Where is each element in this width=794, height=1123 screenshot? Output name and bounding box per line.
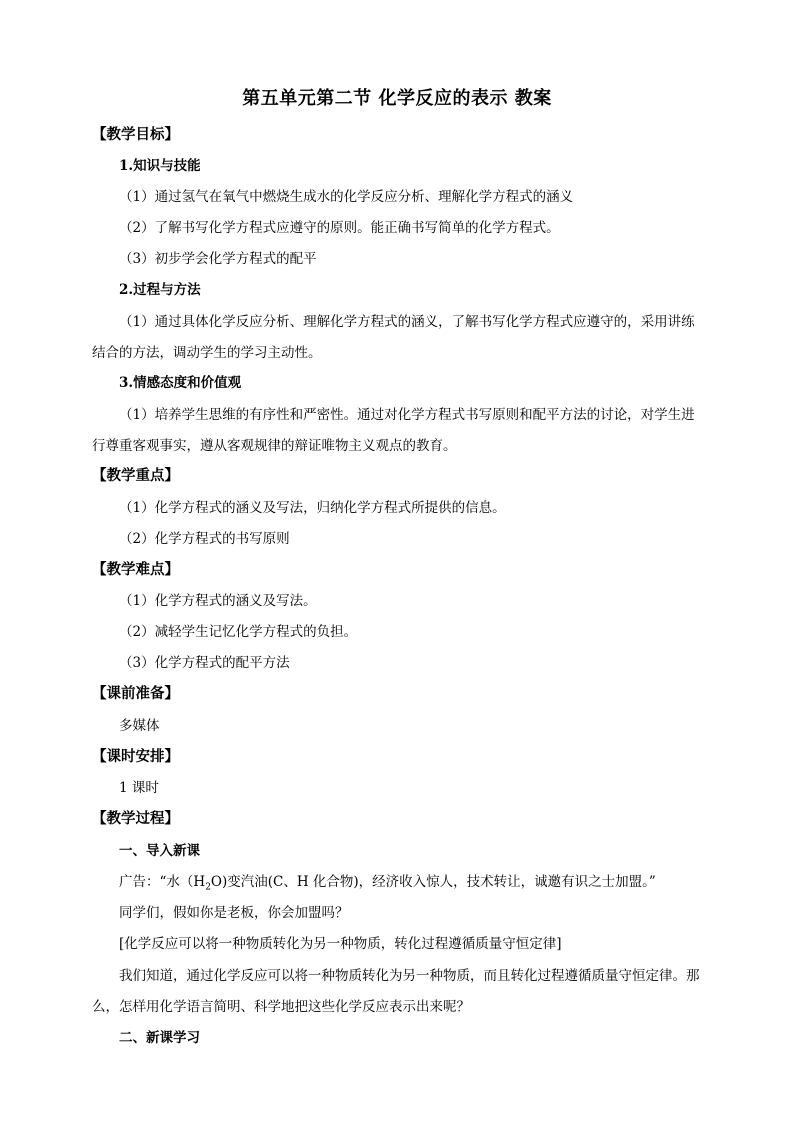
heading-key-points: 【教学重点】 bbox=[92, 467, 179, 484]
document-title: 第五单元第二节 化学反应的表示 教案 bbox=[242, 88, 552, 109]
process-question: 同学们，假如你是老板，你会加盟吗？ bbox=[119, 905, 349, 921]
ad-suffix: O)变汽油(C、H 化合物)，经济收入惊人，技术转让，诚邀有识之士加盟。” bbox=[210, 874, 656, 890]
heading-teaching-goals: 【教学目标】 bbox=[92, 126, 179, 143]
process-explain: 我们知道，通过化学反应可以将一种物质转化为另一种物质，而且转化过程遵循质量守恒定律。那么，怎样用化学语言简明、科学地把这些化学反应表示出来呢？ bbox=[92, 968, 700, 1015]
goals-knowledge-title: 1.知识与技能 bbox=[119, 158, 201, 174]
goals-attitude-title: 3.情感态度和价值观 bbox=[119, 375, 242, 391]
process-bracket-note: [化学反应可以将一种物质转化为另一种物质，转化过程遵循质量守恒定律] bbox=[119, 936, 562, 952]
goals-process-title: 2.过程与方法 bbox=[119, 282, 201, 298]
goals-knowledge-item-1: （1）通过氢气在氧气中燃烧生成水的化学反应分析、理解化学方程式的涵义 bbox=[119, 189, 574, 205]
heading-schedule: 【课时安排】 bbox=[92, 748, 179, 765]
heading-difficulties: 【教学难点】 bbox=[92, 561, 179, 578]
key-point-item-1: （1）化学方程式的涵义及写法，归纳化学方程式所提供的信息。 bbox=[119, 500, 506, 516]
heading-preparation: 【课前准备】 bbox=[92, 685, 179, 702]
difficulty-item-2: （2）减轻学生记忆化学方程式的负担。 bbox=[119, 624, 358, 640]
goals-attitude-text: （1）培养学生思维的有序性和严密性。通过对化学方程式书写原则和配平方法的讨论，对学生进行尊重客观事实，遵从客观规律的辩证唯物主义观点的教育。 bbox=[92, 407, 695, 454]
difficulty-item-1: （1）化学方程式的涵义及写法。 bbox=[119, 593, 317, 609]
schedule-text: 1 课时 bbox=[119, 780, 159, 796]
goals-process-text: （1）通过具体化学反应分析、理解化学方程式的涵义，了解书写化学方程式应遵守的，采用讲练结合的方法，调动学生的学习主动性。 bbox=[92, 314, 695, 361]
heading-process: 【教学过程】 bbox=[92, 810, 179, 827]
goals-knowledge-item-2: （2）了解书写化学方程式应遵守的原则。能正确书写简单的化学方程式。 bbox=[119, 220, 560, 236]
process-advertisement bbox=[119, 873, 656, 891]
ad-prefix: 广告：“水（H bbox=[119, 874, 206, 890]
process-part2-title: 二、新课学习 bbox=[119, 1030, 200, 1046]
process-part1-title: 一、导入新课 bbox=[119, 843, 200, 859]
ad-subscript: 2 bbox=[205, 882, 211, 893]
key-point-item-2: （2）化学方程式的书写原则 bbox=[119, 531, 290, 547]
preparation-text: 多媒体 bbox=[119, 718, 160, 734]
difficulty-item-3: （3）化学方程式的配平方法 bbox=[119, 655, 290, 671]
goals-knowledge-item-3: （3）初步学会化学方程式的配平 bbox=[119, 251, 317, 267]
